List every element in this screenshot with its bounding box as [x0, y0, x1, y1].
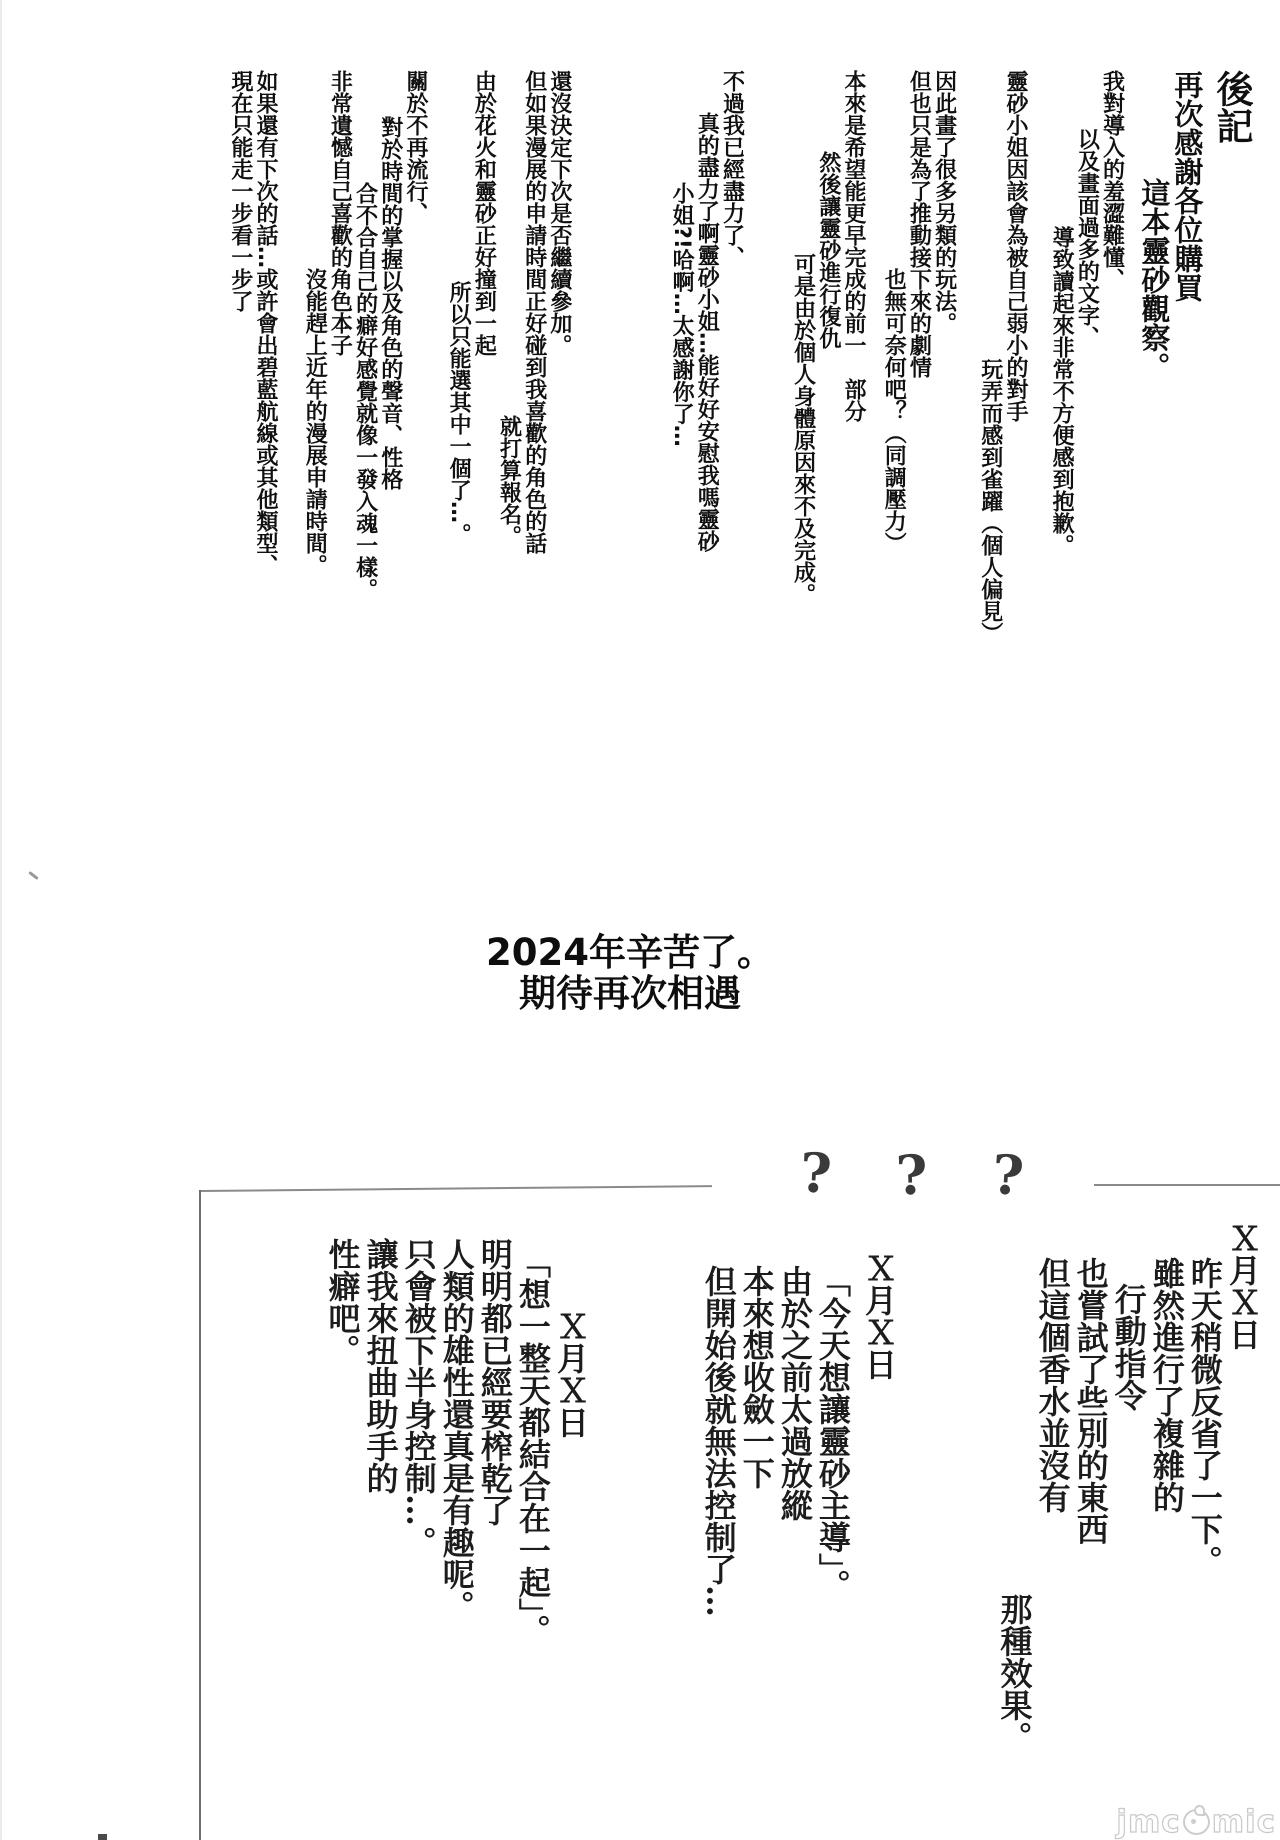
afterword-section [227, 70, 1252, 735]
afterword-column: 由於花火和靈砂正好撞到一起 [471, 70, 497, 356]
afterword-column: 不過我已經盡力了、 [719, 70, 745, 268]
closing-message [430, 932, 830, 1015]
afterword-column: 但如果漫展的申請時間正好碰到我喜歡的角色的話 [521, 70, 547, 554]
diary-entry-column: 讓我來扭曲助手的 [361, 1238, 400, 1494]
diary-entry-date: Ｘ月Ｘ日 [1224, 1222, 1262, 1350]
diary-entry-column: 由於之前太過放縱 [775, 1265, 814, 1521]
afterword-column: 關於不再流行、 [402, 70, 428, 224]
afterword-column: 我對導入的羞澀難懂、 [1099, 70, 1125, 290]
afterword-column: 合不合自己的癖好感覺就像一發入魂一樣。 [352, 182, 378, 600]
diary-entry-column: 但這個香水並沒有 [1033, 1257, 1072, 1513]
afterword-column: 因此畫了很多另類的玩法。 [931, 70, 957, 334]
diary-entry-column: 那種效果。 [995, 1593, 1034, 1753]
question-mark-icon: ? [989, 1141, 1026, 1209]
diary-entry-column: 性癖吧。 [323, 1238, 362, 1366]
diary-entry-column: 本來想收斂一下 [737, 1265, 776, 1489]
diary-entry-column: 雖然進行了複雜的 [1147, 1257, 1186, 1513]
diary-entry-column: 昨天稍微反省了一下。 [1185, 1257, 1224, 1577]
pufferfish-icon [1183, 1809, 1210, 1835]
afterword-column: 但也只是為了推動接下來的劇情 [906, 70, 932, 378]
diary-entry-column: 但開始後就無法控制了… [699, 1265, 738, 1617]
diary-entry [700, 1252, 898, 1840]
diary-entry-date: Ｘ月Ｘ日 [860, 1252, 898, 1380]
question-mark-icon: ? [894, 1142, 929, 1208]
afterword-column: 所以只能選其中一個了…。 [446, 281, 472, 545]
diary-entry-date: Ｘ月Ｘ日 [552, 1310, 590, 1438]
afterword-column: 小姐?!哈啊…太感謝你了… [669, 182, 695, 447]
afterword-column: 然後讓靈砂進行復仇 [815, 151, 841, 349]
closing-line-1: 2024年辛苦了。 [486, 931, 774, 974]
afterword-column: 玩弄而感到雀躍（個人偏見） [977, 358, 1003, 644]
diary-box-left-border [199, 1190, 201, 1840]
afterword-column: 非常遺憾自己喜歡的角色本子 [327, 70, 353, 356]
scan-speck-artifact [98, 1834, 107, 1840]
afterword-column: 以及畫面過多的文字、 [1074, 128, 1100, 348]
afterword-column: 也無可奈何吧？（同調壓力） [881, 268, 907, 554]
question-mark-icon: ? [798, 1140, 834, 1206]
diary-entry [323, 1238, 590, 1840]
diary-box-top-border-right [1094, 1184, 1280, 1186]
jmcomic-watermark [1116, 1804, 1276, 1840]
afterword-column: 靈砂小姐因該會為被自己弱小的對手 [1002, 70, 1028, 422]
scan-speck-artifact [28, 871, 39, 880]
diary-entry-column: 「今天想讓靈砂主導」。 [813, 1265, 852, 1601]
afterword-column: 還沒決定下次是否繼續參加。 [546, 70, 572, 356]
watermark-text-right: mic [1211, 1804, 1276, 1840]
afterword-column: 可是由於個人身體原因來不及完成。 [790, 253, 816, 605]
scan-edge-artifact [0, 0, 2, 1840]
afterword-column: 對於時間的掌握以及角色的聲音、性格 [377, 116, 403, 490]
afterword-column: 沒能趕上近年的漫展申請時間。 [302, 268, 328, 576]
afterword-column: 真的盡力了啊靈砂小姐…能好好安慰我嗎靈砂 [694, 112, 720, 552]
diary-box-top-border-left [200, 1185, 712, 1192]
diary-entry-column: 行動指令 [1109, 1283, 1148, 1411]
diary-entry-column: 也嘗試了些別的東西 [1071, 1257, 1110, 1545]
diary-entry-column: 人類的雄性還真是有趣呢。 [437, 1238, 476, 1622]
afterword-column: 導致讀起來非常不方便感到抱歉。 [1049, 226, 1075, 556]
afterword-column: 這本靈砂觀察。 [1137, 178, 1172, 381]
watermark-text-left: jmc [1116, 1804, 1181, 1840]
afterword-title: 後記 [1210, 70, 1253, 144]
afterword-column: 本來是希望能更早完成的前一 部分 [841, 70, 867, 422]
diary-entry-column: 「想一整天都結合在一起」。 [513, 1246, 552, 1646]
closing-line-2: 期待再次相遇 [519, 972, 741, 1016]
afterword-column: 現在只能走一步看一步了 [227, 70, 253, 312]
afterword-column: 如果還有下次的話…或許會出碧藍航線或其他類型、 [253, 70, 279, 576]
diary-entry-column: 明明都已經要榨乾了 [475, 1238, 514, 1526]
diary-entry [995, 1222, 1262, 1840]
afterword-column: 再次感謝各位購買 [1170, 70, 1205, 302]
diary-entry-column: 只會被下半身控制…。 [399, 1238, 438, 1558]
afterword-column: 就打算報名。 [496, 415, 522, 547]
